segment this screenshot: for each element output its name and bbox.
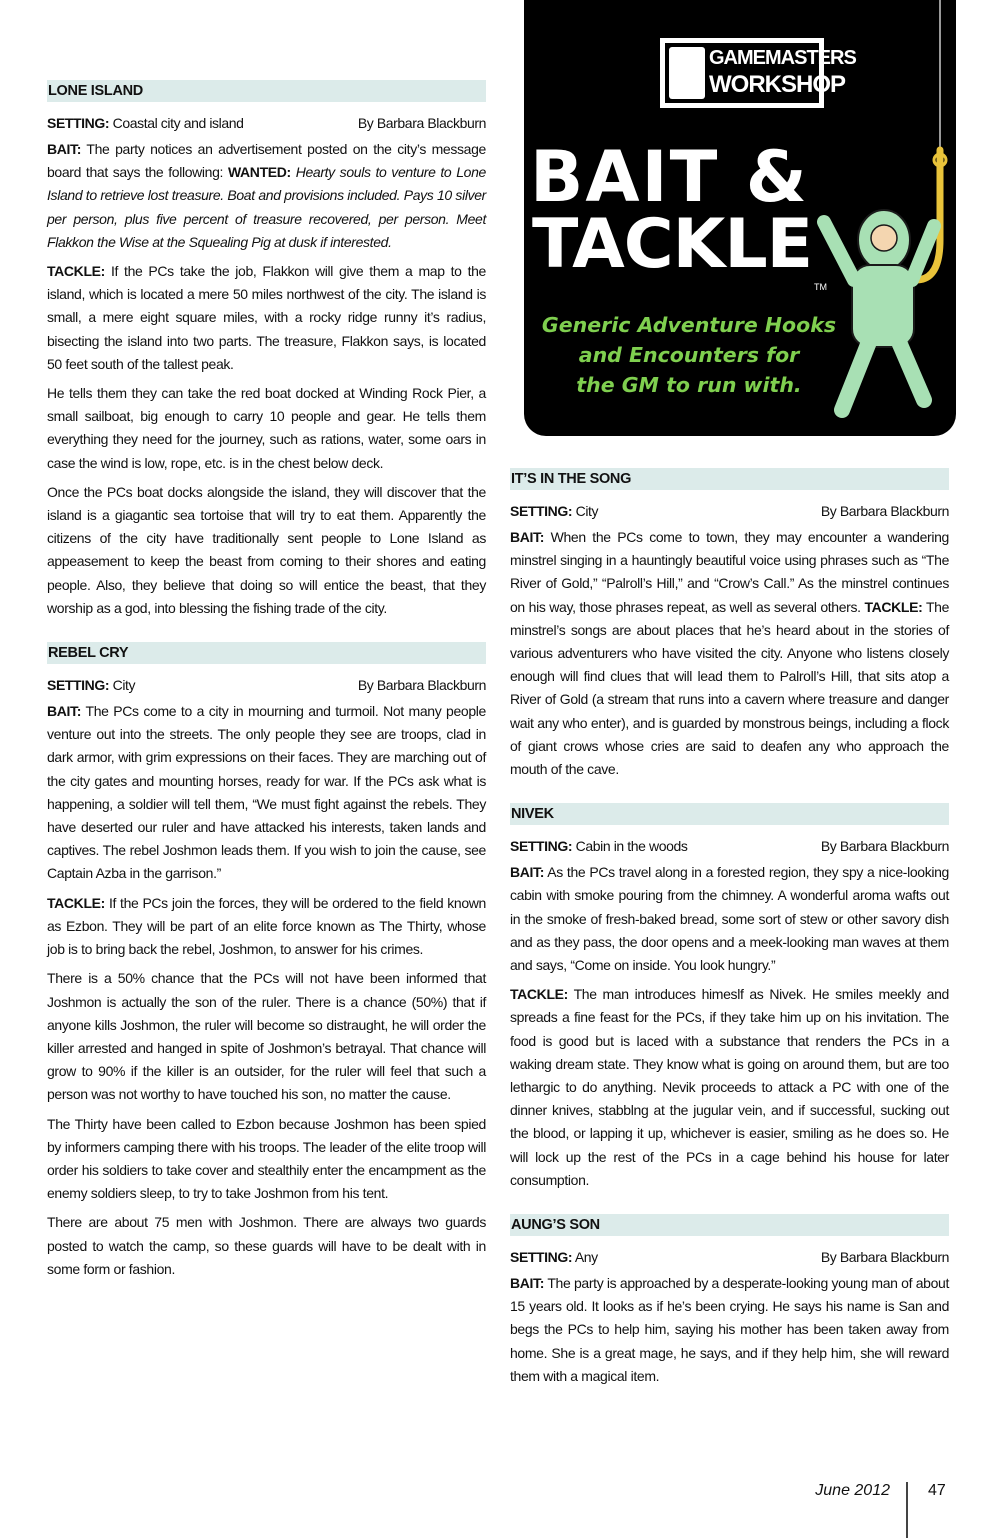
setting-value: Coastal city and island — [112, 115, 244, 131]
left-column — [47, 80, 486, 1303]
body-paragraph: The Thirty have been called to Ezbon because Joshmon has been spied by informers camping there with his troops. The leader of the elite troop will order his soldiers to take cover and stealthily enter the encampment as the enemy soldiers sleep, to try to take Joshmon from his tent. — [47, 1115, 486, 1202]
setting-label: SETTING: — [47, 115, 110, 131]
bait-paragraph — [47, 700, 486, 886]
bait-text: When the PCs come to town, they may encounter a wandering minstrel singing in a hauntingly beautiful voice using phrases such as “The River of Gold,” “Palroll’s Hill,” and “Crow’s Call.” As the minstrel continues on his way, those phrases repeat, as well as several others. — [510, 529, 949, 615]
bait-label: BAIT: — [47, 141, 82, 157]
bait-label: BAIT: — [47, 703, 82, 720]
wanted-label: WANTED: — [227, 164, 291, 181]
bait-paragraph — [510, 1272, 949, 1388]
setting-label: SETTING: — [510, 1249, 573, 1266]
banner-subtitle-line: Generic Adventure Hooks — [541, 313, 837, 337]
tackle-text: If the PCs take the job, Flakkon will give them a map to the island, which is located a mere 50 miles northwest of the city. The island is small, a mere eight square miles, with a rocky ridge runny it’s radius, bisecting the island into two parts. The treasure, Flakkon says, is located 50 feet south of the tallest peak. — [47, 263, 486, 372]
banner-title-line-2: TACKLE — [532, 205, 813, 284]
author-byline: By Barbara Blackburn — [820, 838, 949, 855]
setting-row — [47, 676, 486, 694]
setting — [510, 502, 598, 520]
page-number: 47 — [928, 1482, 946, 1499]
setting-label: SETTING: — [510, 838, 573, 855]
issue-date: June 2012 — [815, 1482, 890, 1499]
tackle-label: TACKLE: — [864, 598, 923, 615]
bait-paragraph — [510, 526, 949, 781]
setting — [47, 676, 135, 694]
bait-label: BAIT: — [510, 1275, 545, 1292]
tackle-label: TACKLE: — [47, 263, 105, 280]
setting — [510, 837, 688, 855]
setting — [510, 1248, 598, 1266]
article-title: IT’S IN THE SONG — [510, 468, 949, 490]
article-rebel-cry — [47, 642, 486, 1281]
setting-value: Cabin in the woods — [575, 838, 688, 855]
tackle-paragraph — [510, 983, 949, 1192]
article-aungs-son — [510, 1214, 949, 1388]
article-lone-island — [47, 80, 486, 620]
setting-label: SETTING: — [510, 503, 573, 519]
tackle-paragraph — [47, 260, 486, 376]
article-title: LONE ISLAND — [47, 80, 486, 102]
author-byline: By Barbara Blackburn — [357, 677, 486, 694]
setting — [47, 114, 244, 132]
bait-label: BAIT: — [510, 529, 545, 545]
logo-line-2: WORKSHOP — [709, 71, 845, 98]
article-its-in-the-song — [510, 468, 949, 781]
bait-paragraph — [510, 861, 949, 977]
body-paragraph: There is a 50% chance that the PCs will not have been informed that Joshmon is actually the son of the ruler. There is a chance (50%) that if anyone kills Joshmon, the ruler will become so distraught, he will order the killer arrested and hanged in spite of Joshmon’s betrayal. That chance will grow to 90% if the killer is an outsider, for the ruler will feel that such a person was not worthy to have touched his son, no matter the cause. — [47, 970, 486, 1103]
footer-divider — [906, 1482, 908, 1538]
bait-text: As the PCs travel along in a forested region, they spy a nice-looking cabin with smoke pouring from the chimney. A wonderful aroma wafts out in the smoke of fresh-baked bread, some sort of stew or other savory dish and as they pass, the door opens and a meek-looking man waves at them and says, “Come on inside. You look hungry.” — [510, 864, 949, 974]
banner-title-line-1: BAIT & — [530, 136, 809, 218]
tackle-text: The man introduces himeslf as Nivek. He smiles meekly and spreads a fine feast for the PCs, if they take him up on his invitation. The food is good but is laced with a substance that renders the PCs in a waking dream state. They know what is going on around them, but are too lethargic to do anything. Nevik proceeds to attack a PC with one of the dinner knives, stabblng at the jugular vein, and if successful, sucking out the blood, or lapping it up, whichever is easier, smiling as he does so. He will lock up the rest of the PCs in a cage behind his house for later consumption. — [510, 986, 949, 1188]
body-paragraph: He tells them they can take the red boat docked at Winding Rock Pier, a small sailboat, big enough to carry 10 people and gear. He tells them everything they need for the journey, such as rations, water, some oars in case the wind is low, rope, etc. is in the chest below deck. — [47, 385, 486, 471]
trademark-mark: TM — [814, 282, 827, 292]
setting-label: SETTING: — [47, 677, 110, 694]
author-byline: By Barbara Blackburn — [820, 503, 949, 519]
bait-text: The PCs come to a city in mourning and turmoil. Not many people venture out into the streets. The only people they see are troops, clad in dark armor, with grim expressions on their faces. They are marching out of the city gates and mounting horses, ready for war. If the PCs ask what is happening, a soldier will tell them, “We must fight against the rebels. They have deserted our ruler and have attacked his interests, taken lands and captives. The rebel Joshmon leads them. If you wish to join the cause, see Captain Azba in the garrison.” — [47, 703, 486, 882]
article-nivek — [510, 803, 949, 1192]
tackle-label: TACKLE: — [47, 894, 105, 911]
logo-line-1: GAMEMASTERS — [709, 47, 856, 69]
logo-portrait-icon — [669, 47, 705, 99]
setting-value: Any — [574, 1249, 598, 1266]
bait-text: The party notices an advertisement posted on the city’s message board that says the following: — [47, 141, 486, 181]
setting-row — [47, 114, 486, 132]
tackle-text: If the PCs join the forces, they will be ordered to the field known as Ezbon. They will be part of an elite force known as The Thirty, whose job is to bring back the rebel, Joshmon, to answer for his crimes. — [47, 894, 486, 958]
setting-value: City — [575, 503, 599, 519]
gamemasters-workshop-logo — [660, 38, 856, 108]
author-byline: By Barbara Blackburn — [820, 1249, 949, 1266]
tackle-text: The minstrel’s songs are about places that he’s heard about in the stories of various adventurers who have visited the city. Anyone who listens closely enough will find clues that will lead them to Palroll’s Hill, that sits atop a River of Gold (a stream that runs into a cavern where treasure and danger wait any who enter), and is guarded by monstrous beings, including a flock of giant crows whose cries are said to deafen any who approach the mouth of the cave. — [510, 598, 950, 778]
body-paragraph: Once the PCs boat docks alongside the island, they will discover that the island is a giagantic sea tortoise that will try to eat them. Apparently the citizens of the city have traditionally sent people to Lone Island as appeasement to keep the beast from coming to their shores and eating people. Also, they believe that doing so will entice the beast, that they worship as a god, into blessing the fishing trade of the city. — [47, 483, 486, 616]
bait-and-tackle-banner — [524, 0, 956, 436]
body-paragraph: There are about 75 men with Joshmon. There are always two guards posted to watch the camp, so these guards will have to be dealt with in some form or fashion. — [47, 1214, 486, 1277]
banner-subtitle-line: the GM to run with. — [576, 373, 802, 397]
right-column — [510, 468, 949, 1410]
setting-value: City — [112, 677, 136, 694]
tackle-paragraph — [47, 892, 486, 962]
tackle-label: TACKLE: — [510, 986, 568, 1003]
wanted-text: Hearty souls to venture to Lone Island to retrieve lost treasure. Boat and provisions included. Pays 10 silver per person, plus five percent of treasure recovered, per person. Meet Flakkon the Wise at the Squealing Pig at dusk if interested. — [47, 164, 486, 250]
author-byline: By Barbara Blackburn — [357, 115, 486, 131]
article-title: REBEL CRY — [47, 642, 486, 664]
banner-subtitle — [524, 310, 854, 400]
article-title: AUNG’S SON — [510, 1214, 949, 1236]
setting-row — [510, 1248, 949, 1266]
bait-paragraph — [47, 138, 486, 254]
banner-subtitle-line: and Encounters for — [578, 343, 800, 367]
setting-row — [510, 502, 949, 520]
bait-text: The party is approached by a desperate-looking young man of about 15 years old. It looks as if he’s been crying. He says his name is San and begs the PCs to help him, saying his mother has been taken away from home. She is a great mage, he says, and if they help him, she will reward them with a magical item. — [510, 1275, 949, 1384]
setting-row — [510, 837, 949, 855]
article-title: NIVEK — [510, 803, 949, 825]
bait-label: BAIT: — [510, 864, 545, 881]
